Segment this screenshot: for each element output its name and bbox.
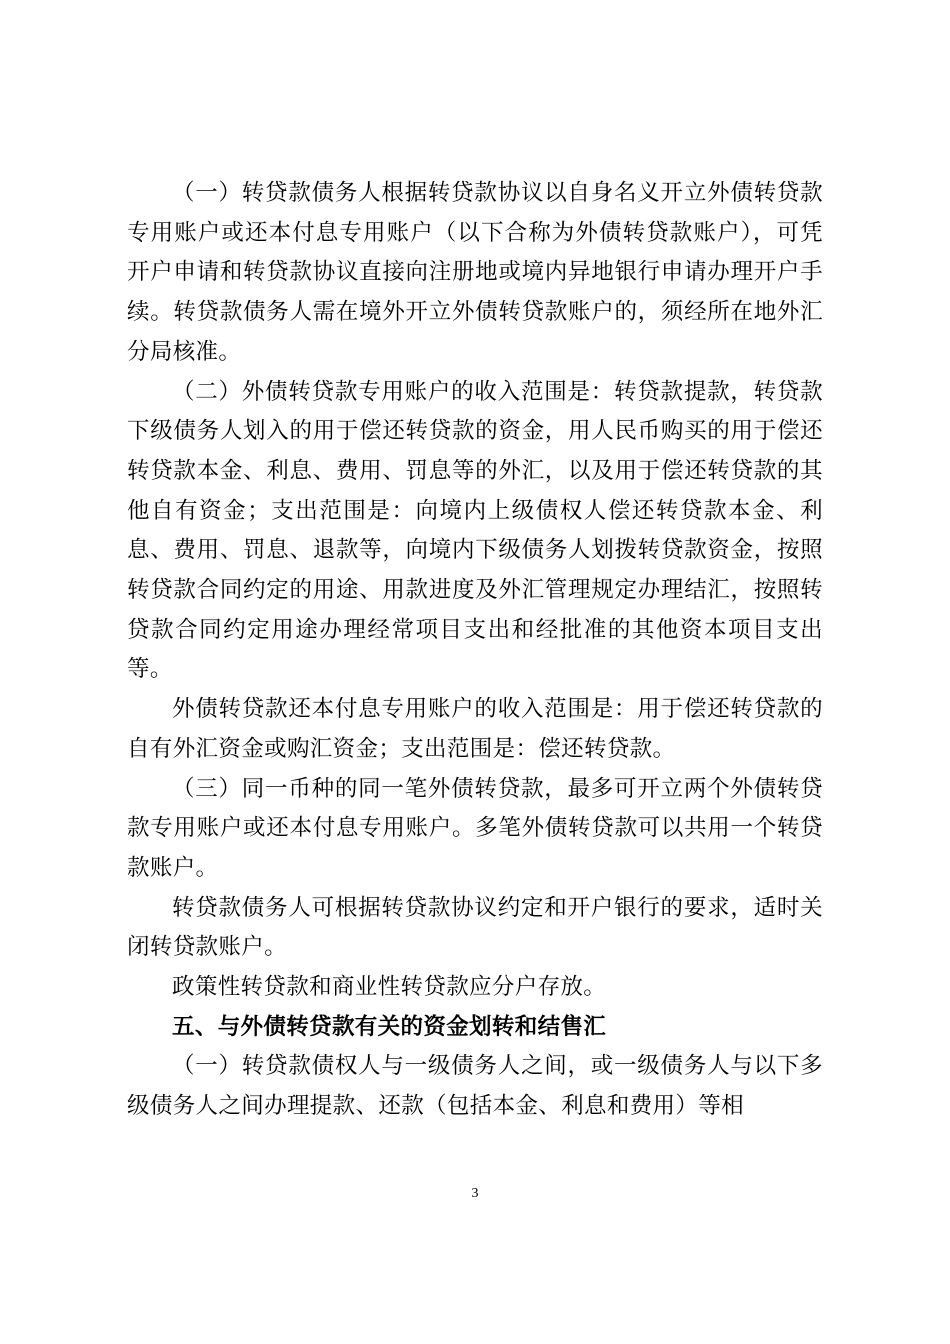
document-body [127,174,823,1127]
paragraph-fund-transfer: （一）转贷款债权人与一级债务人之间，或一级债务人与以下多级债务人之间办理提款、还款（包括本金、利息和费用）等相 [127,1053,823,1120]
paragraph-account-opening: （一）转贷款债务人根据转贷款协议以自身名义开立外债转贷款专用账户或还本付息专用账户（以下合称为外债转贷款账户），可凭开户申请和转贷款协议直接向注册地或境内异地银行申请办理开户手续。转贷款债务人需在境外开立外债转贷款账户的，须经所在地外汇分局核准。 [127,180,823,365]
paragraph-repayment-account-scope: 外债转贷款还本付息专用账户的收入范围是：用于偿还转贷款的自有外汇资金或购汇资金；支出范围是：偿还转贷款。 [127,696,823,762]
paragraph-account-limit: （三）同一币种的同一笔外债转贷款，最多可开立两个外债转贷款专用账户或还本付息专用账户。多笔外债转贷款可以共用一个转贷款账户。 [127,775,823,881]
paragraph-account-scope: （二）外债转贷款专用账户的收入范围是：转贷款提款，转贷款下级债务人划入的用于偿还转贷款的资金，用人民币购买的用于偿还转贷款本金、利息、费用、罚息等的外汇，以及用于偿还转贷款的其他自有资金；支出范围是：向境内上级债权人偿还转贷款本金、利息、费用、罚息、退款等，向境内下级债务人划拨转贷款资金，按照转贷款合同约定的用途、用款进度及外汇管理规定办理结汇，按照转贷款合同约定用途办理经常项目支出和经批准的其他资本项目支出等。 [127,378,823,683]
page-number: 3 [471,1186,479,1201]
paragraph-separate-accounts: 政策性转贷款和商业性转贷款应分户存放。 [172,974,607,1001]
section-heading: 五、与外债转贷款有关的资金划转和结售汇 [172,1013,607,1040]
paragraph-account-closing: 转贷款债务人可根据转贷款协议约定和开户银行的要求，适时关闭转贷款账户。 [127,894,823,961]
